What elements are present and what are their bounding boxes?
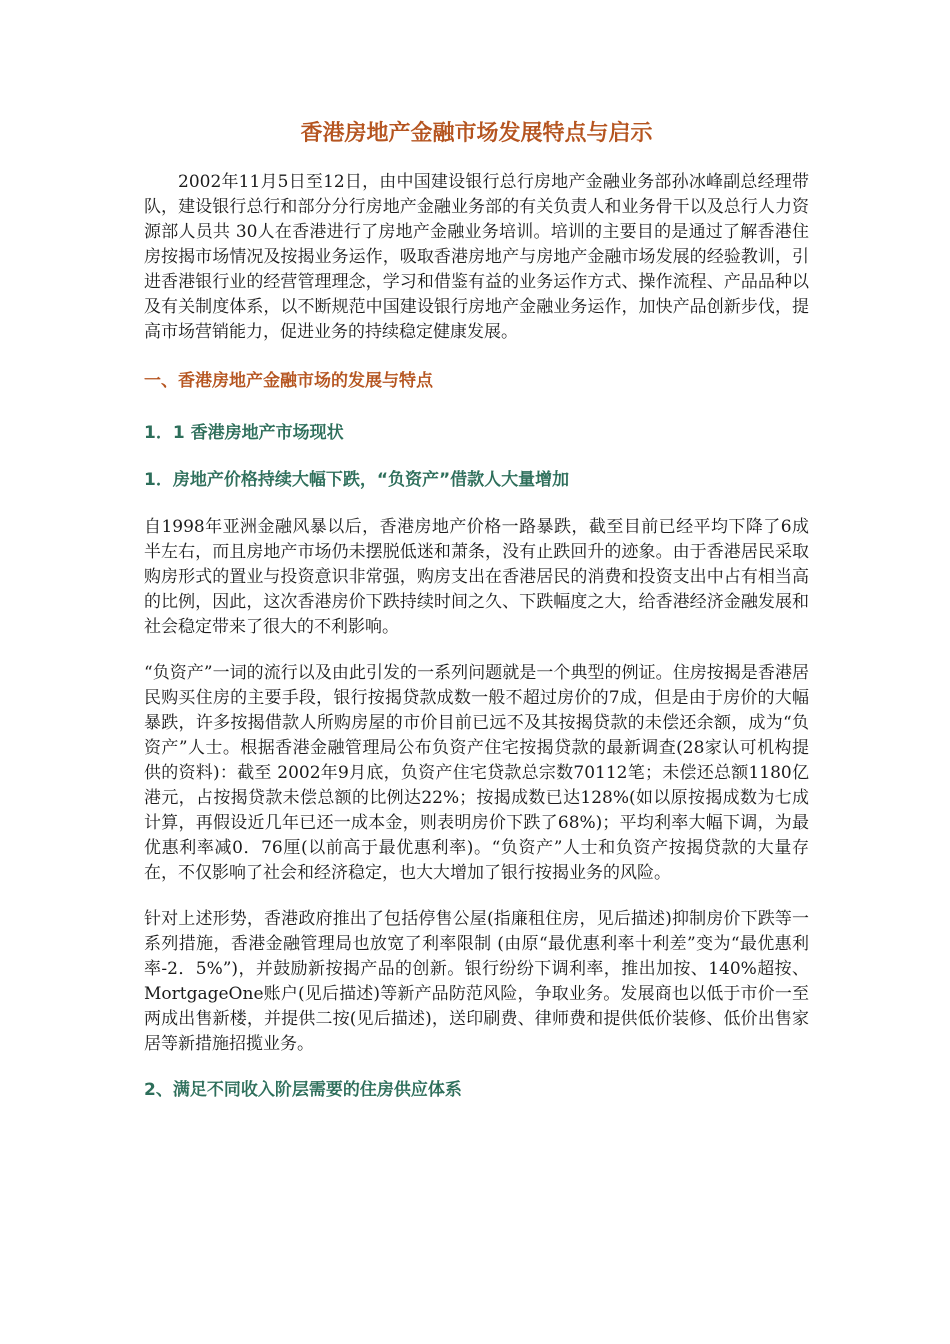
document-title: 香港房地产金融市场发展特点与启示 (300, 121, 653, 146)
section-heading-1: 一、香港房地产金融市场的发展与特点 (144, 371, 433, 391)
intro-paragraph: 2002年11月5日至12日，由中国建设银行总行房地产金融业务部孙冰峰副总经理带队，建设银行总行和部分分行房地产金融业务部的有关负责人和业务骨干以及总行人力资源部人员共 30人在香港进行了房地产金融业务培训。培训的主要目的是通过了解香港住房按揭市场情况及按揭业务运作，吸取香港房地产与房地产金融市场发展的经验教训，引进香港银行业的经营管理理念，学习和借鉴有益的业务运作方式、操作流程、产品品种以及有关制度体系，以不断规范中国建设银行房地产金融业务运作，加快产品创新步伐，提高市场营销能力，促进业务的持续稳定健康发展。 (144, 172, 809, 342)
paragraph-measures: 针对上述形势，香港政府推出了包括停售公屋(指廉租住房，见后描述)抑制房价下跌等一系列措施，香港金融管理局也放宽了利率限制 (由原“最优惠利率十利差”变为“最优惠利率-2．5%”)，并鼓励新按揭产品的创新。银行纷纷下调利率，推出加按、140%超按、MortgageOne账户(见后描述)等新产品防范风险，争取业务。发展商也以低于市价一至两成出售新楼，并提供二按(见后描述)，送印刷费、律师费和提供低价装修、低价出售家居等新措施招揽业务。 (144, 909, 809, 1054)
heading-housing-supply: 2、满足不同收入阶层需要的住房供应体系 (144, 1080, 462, 1100)
paragraph-price-decline: 自1998年亚洲金融风暴以后，香港房地产价格一路暴跌，截至目前已经平均下降了6成半左右，而且房地产市场仍未摆脱低迷和萧条，没有止跌回升的迹象。由于香港居民采取购房形式的置业与投资意识非常强，购房支出在香港居民的消费和投资支出中占有相当高的比例，因此，这次香港房价下跌持续时间之久、下跌幅度之大，给香港经济金融发展和社会稳定带来了很大的不利影响。 (144, 517, 809, 637)
heading-price-decline: 1．房地产价格持续大幅下跌，“负资产”借款人大量增加 (144, 470, 570, 490)
document-page (144, 118, 809, 1125)
paragraph-negative-equity: “负资产”一词的流行以及由此引发的一系列问题就是一个典型的例证。住房按揭是香港居民购买住房的主要手段，银行按揭贷款成数一般不超过房价的7成，但是由于房价的大幅暴跌，许多按揭借款人所购房屋的市价目前已远不及其按揭贷款的未偿还余额，成为“负资产”人士。根据香港金融管理局公布负资产住宅按揭贷款的最新调查(28家认可机构提供的资料)：截至 2002年9月底，负资产住宅贷款总宗数70112笔；未偿还总额1180亿港元，占按揭贷款未偿总额的比例达22%；按揭成数已达128%(如以原按揭成数为七成计算，再假设近几年已还一成本金，则表明房价下跌了68%)；平均利率大幅下调，为最优惠利率减0．76厘(以前高于最优惠利率)。“负资产”人士和负资产按揭贷款的大量存在，不仅影响了社会和经济稳定，也大大增加了银行按揭业务的风险。 (144, 663, 809, 883)
subsection-heading-1-1: 1．1 香港房地产市场现状 (144, 423, 344, 443)
